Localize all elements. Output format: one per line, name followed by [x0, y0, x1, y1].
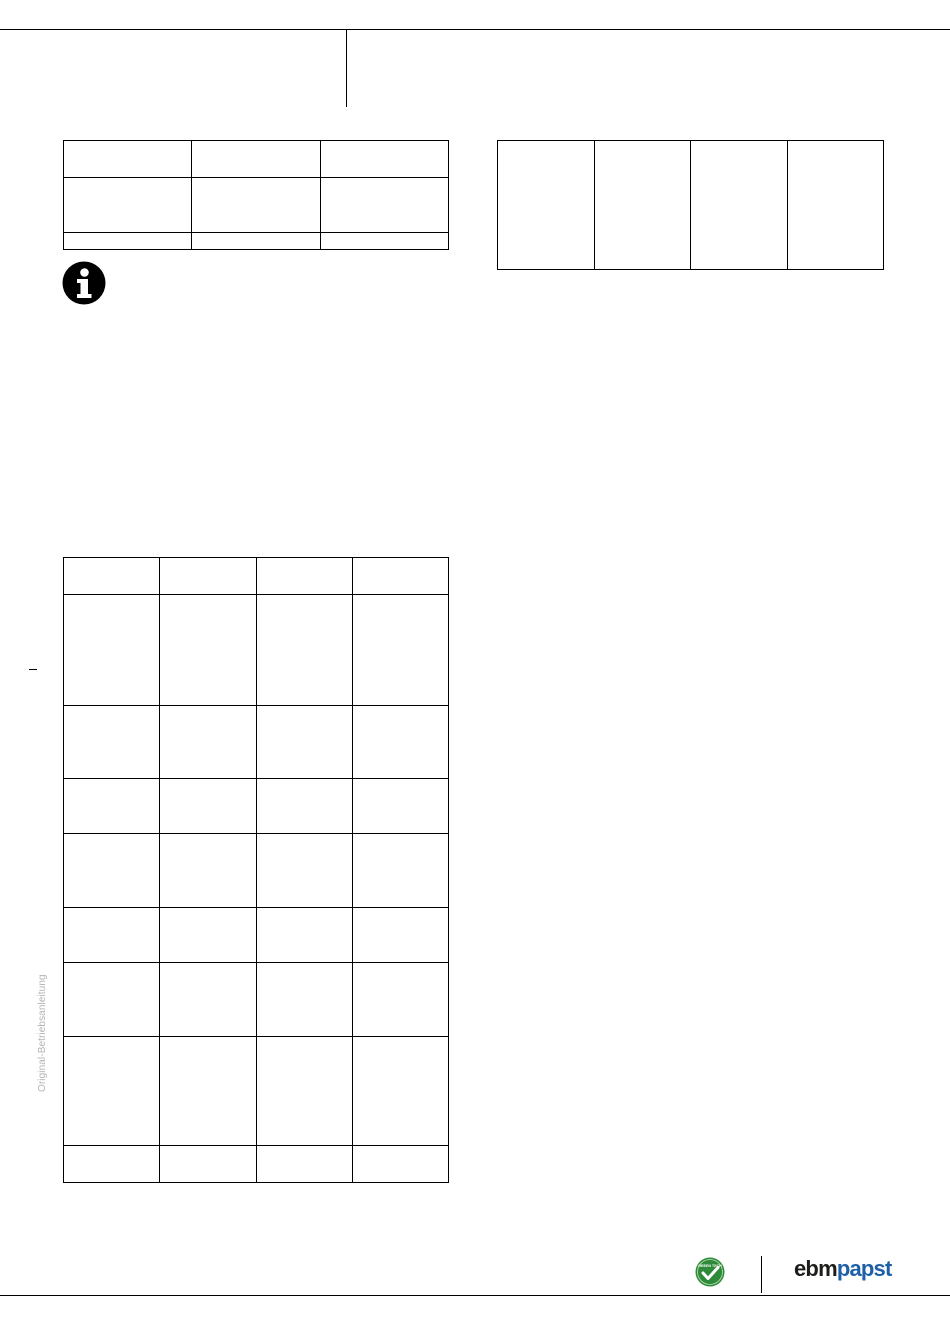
top-right-table [497, 140, 884, 270]
table-cell [256, 558, 352, 595]
table-cell [498, 141, 595, 270]
table-cell [352, 1146, 448, 1183]
table-cell [64, 233, 192, 250]
table-cell [787, 141, 884, 270]
table-cell [64, 178, 192, 233]
table-cell [160, 706, 256, 779]
table-cell [352, 706, 448, 779]
table-cell [64, 706, 160, 779]
table-cell [352, 558, 448, 595]
table-cell [256, 1146, 352, 1183]
table-cell [64, 1146, 160, 1183]
table-cell [160, 595, 256, 706]
table-cell [64, 595, 160, 706]
table-cell [352, 834, 448, 908]
svg-text:GREEN TECH: GREEN TECH [698, 1264, 722, 1268]
bottom-left-table [63, 557, 449, 1183]
table-cell [256, 908, 352, 963]
table-cell [352, 779, 448, 834]
table-cell [160, 963, 256, 1037]
logo-divider [761, 1256, 762, 1293]
table-cell [160, 1146, 256, 1183]
table-cell [160, 558, 256, 595]
table-cell [64, 141, 192, 178]
table-cell [256, 1037, 352, 1146]
table-cell [160, 779, 256, 834]
table-cell [64, 834, 160, 908]
table-cell [192, 178, 320, 233]
table-cell [320, 233, 448, 250]
brand-logo [794, 1255, 892, 1283]
table-cell [64, 779, 160, 834]
table-cell [64, 558, 160, 595]
table-cell [256, 779, 352, 834]
info-icon [62, 261, 106, 305]
table-cell [594, 141, 691, 270]
brand-logo-part1: ebm [794, 1256, 837, 1281]
table-cell [256, 834, 352, 908]
table-cell [320, 178, 448, 233]
header-divider [346, 29, 347, 107]
table-cell [691, 141, 788, 270]
table-cell [352, 963, 448, 1037]
table-cell [64, 1037, 160, 1146]
table-cell [160, 1037, 256, 1146]
table-cell [352, 1037, 448, 1146]
table-cell [160, 834, 256, 908]
table-cell [256, 706, 352, 779]
top-left-table [63, 140, 449, 250]
side-label: Original-Betriebsanleitung [37, 974, 48, 1092]
brand-logo-part2: papst [836, 1256, 892, 1281]
table-cell [352, 908, 448, 963]
table-cell [320, 141, 448, 178]
table-cell [256, 963, 352, 1037]
table-cell [64, 908, 160, 963]
table-cell [192, 141, 320, 178]
table-cell [64, 963, 160, 1037]
greentech-check-icon [695, 1257, 725, 1287]
table-cell [160, 908, 256, 963]
table-cell [192, 233, 320, 250]
header-rule [0, 29, 950, 30]
table-cell [352, 595, 448, 706]
margin-mark [29, 669, 37, 670]
footer-rule [0, 1295, 950, 1296]
table-cell [256, 595, 352, 706]
